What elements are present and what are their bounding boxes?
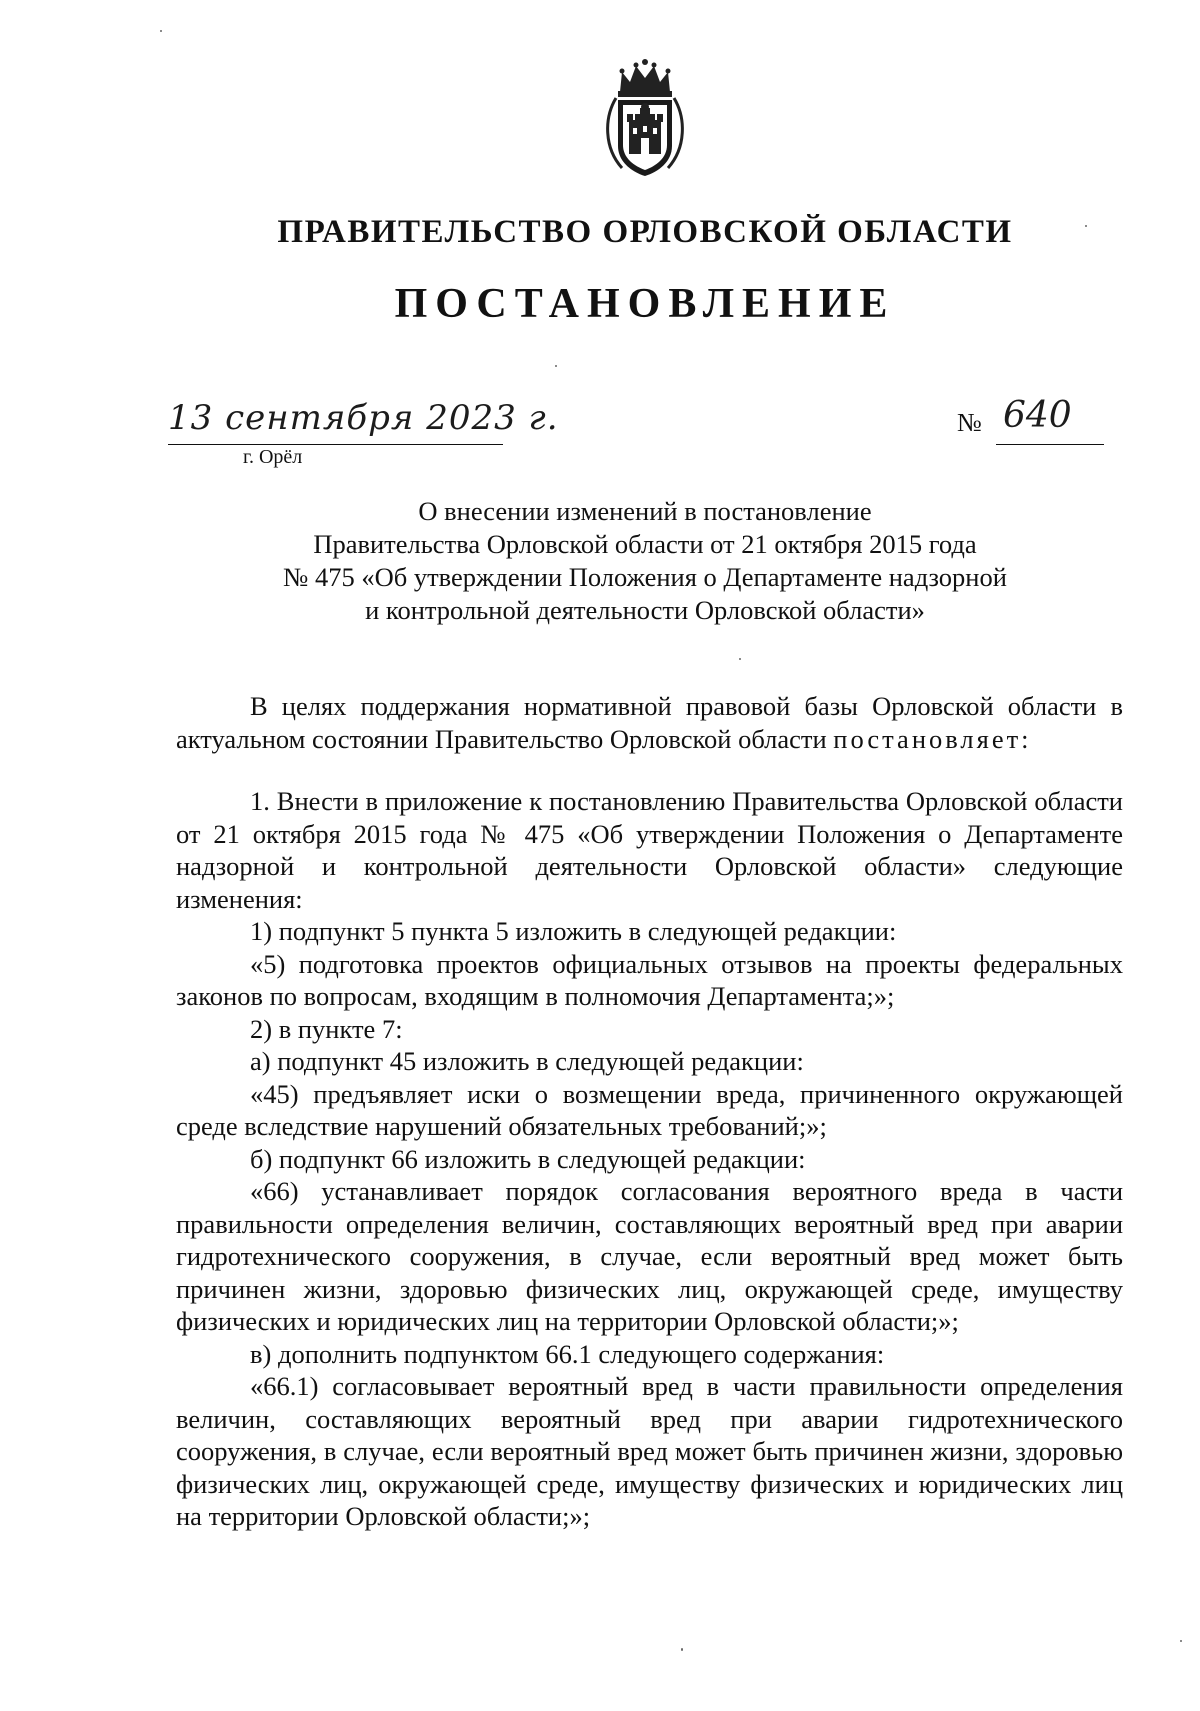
subject-line: и контрольной деятельности Орловской области» [365,595,925,625]
body-paragraph: в) дополнить подпунктом 66.1 следующего содержания: [250,1338,885,1369]
document-type-title: ПОСТАНОВЛЕНИЕ [394,281,896,327]
body-paragraph: 2) в пункте 7: [250,1013,403,1044]
city-label: г. Орёл [243,446,303,468]
scan-speck [739,658,741,660]
body-paragraph: б) подпункт 66 изложить в следующей редакции: [250,1143,806,1174]
subject-line: № 475 «Об утверждении Положения о Департаменте надзорной [283,562,1007,592]
intro-spaced-word: постановляет: [833,723,1032,754]
subject-line: О внесении изменений в постановление [418,496,872,526]
number-underline [996,444,1104,445]
body-paragraph: 1) подпункт 5 пункта 5 изложить в следующей редакции: [250,916,897,946]
intro-text: В целях поддержания нормативной правовой базы Орловской области в актуальном состоянии Правительство Орловской области [176,691,1123,754]
body-paragraph: 1. Внести в приложение к постановлению Правительства Орловской области от 21 октября 2015 года № 475 «Об утверждении Положения о Департаменте надзорной и контрольной деятельности Орловской области» следующие изменения: [176,786,1123,914]
scan-speck [1085,225,1087,227]
body-paragraph: «66) устанавливает порядок согласования вероятного вреда в части правильности определения величин, составляющих вероятный вред при аварии гидротехнического сооружения, в случае, если вероятный вред может быть причинен жизни, здоровью физических лиц, окружающей среде, имуществу физических и юридических лиц на территории Орловской области;»; [176,1176,1123,1336]
intro-paragraph [176,690,1123,755]
document-body [176,690,1123,1533]
scan-speck [160,30,162,32]
handwritten-number: 640 [1003,395,1072,436]
scan-speck [681,1648,683,1651]
number-sign: № [957,408,982,437]
organization-title: ПРАВИТЕЛЬСТВО ОРЛОВСКОЙ ОБЛАСТИ [277,214,1013,250]
handwritten-date: 13 сентября 2023 г. [168,398,559,438]
body-paragraph: «45) предъявляет иски о возмещении вреда, причиненного окружающей среде вследствие нарушений обязательных требований;»; [176,1078,1123,1141]
body-paragraph: а) подпункт 45 изложить в следующей редакции: [250,1046,804,1076]
subject-line: Правительства Орловской области от 21 октября 2015 года [313,529,977,559]
scan-speck [555,365,557,367]
document-subject [0,495,1200,627]
date-underline [168,444,503,445]
coat-of-arms-icon [602,58,688,180]
scan-speck [1180,1640,1182,1642]
body-paragraph: «5) подготовка проектов официальных отзывов на проекты федеральных законов по вопросам, входящим в полномочия Департамента;»; [176,948,1123,1011]
body-paragraph: «66.1) согласовывает вероятный вред в части правильности определения величин, составляющих вероятный вред при аварии гидротехнического сооружения, в случае, если вероятный вред может быть причинен жизни, здоровью физических лиц, окружающей среде, имуществу физических и юридических лиц на территории Орловской области;»; [176,1371,1123,1531]
